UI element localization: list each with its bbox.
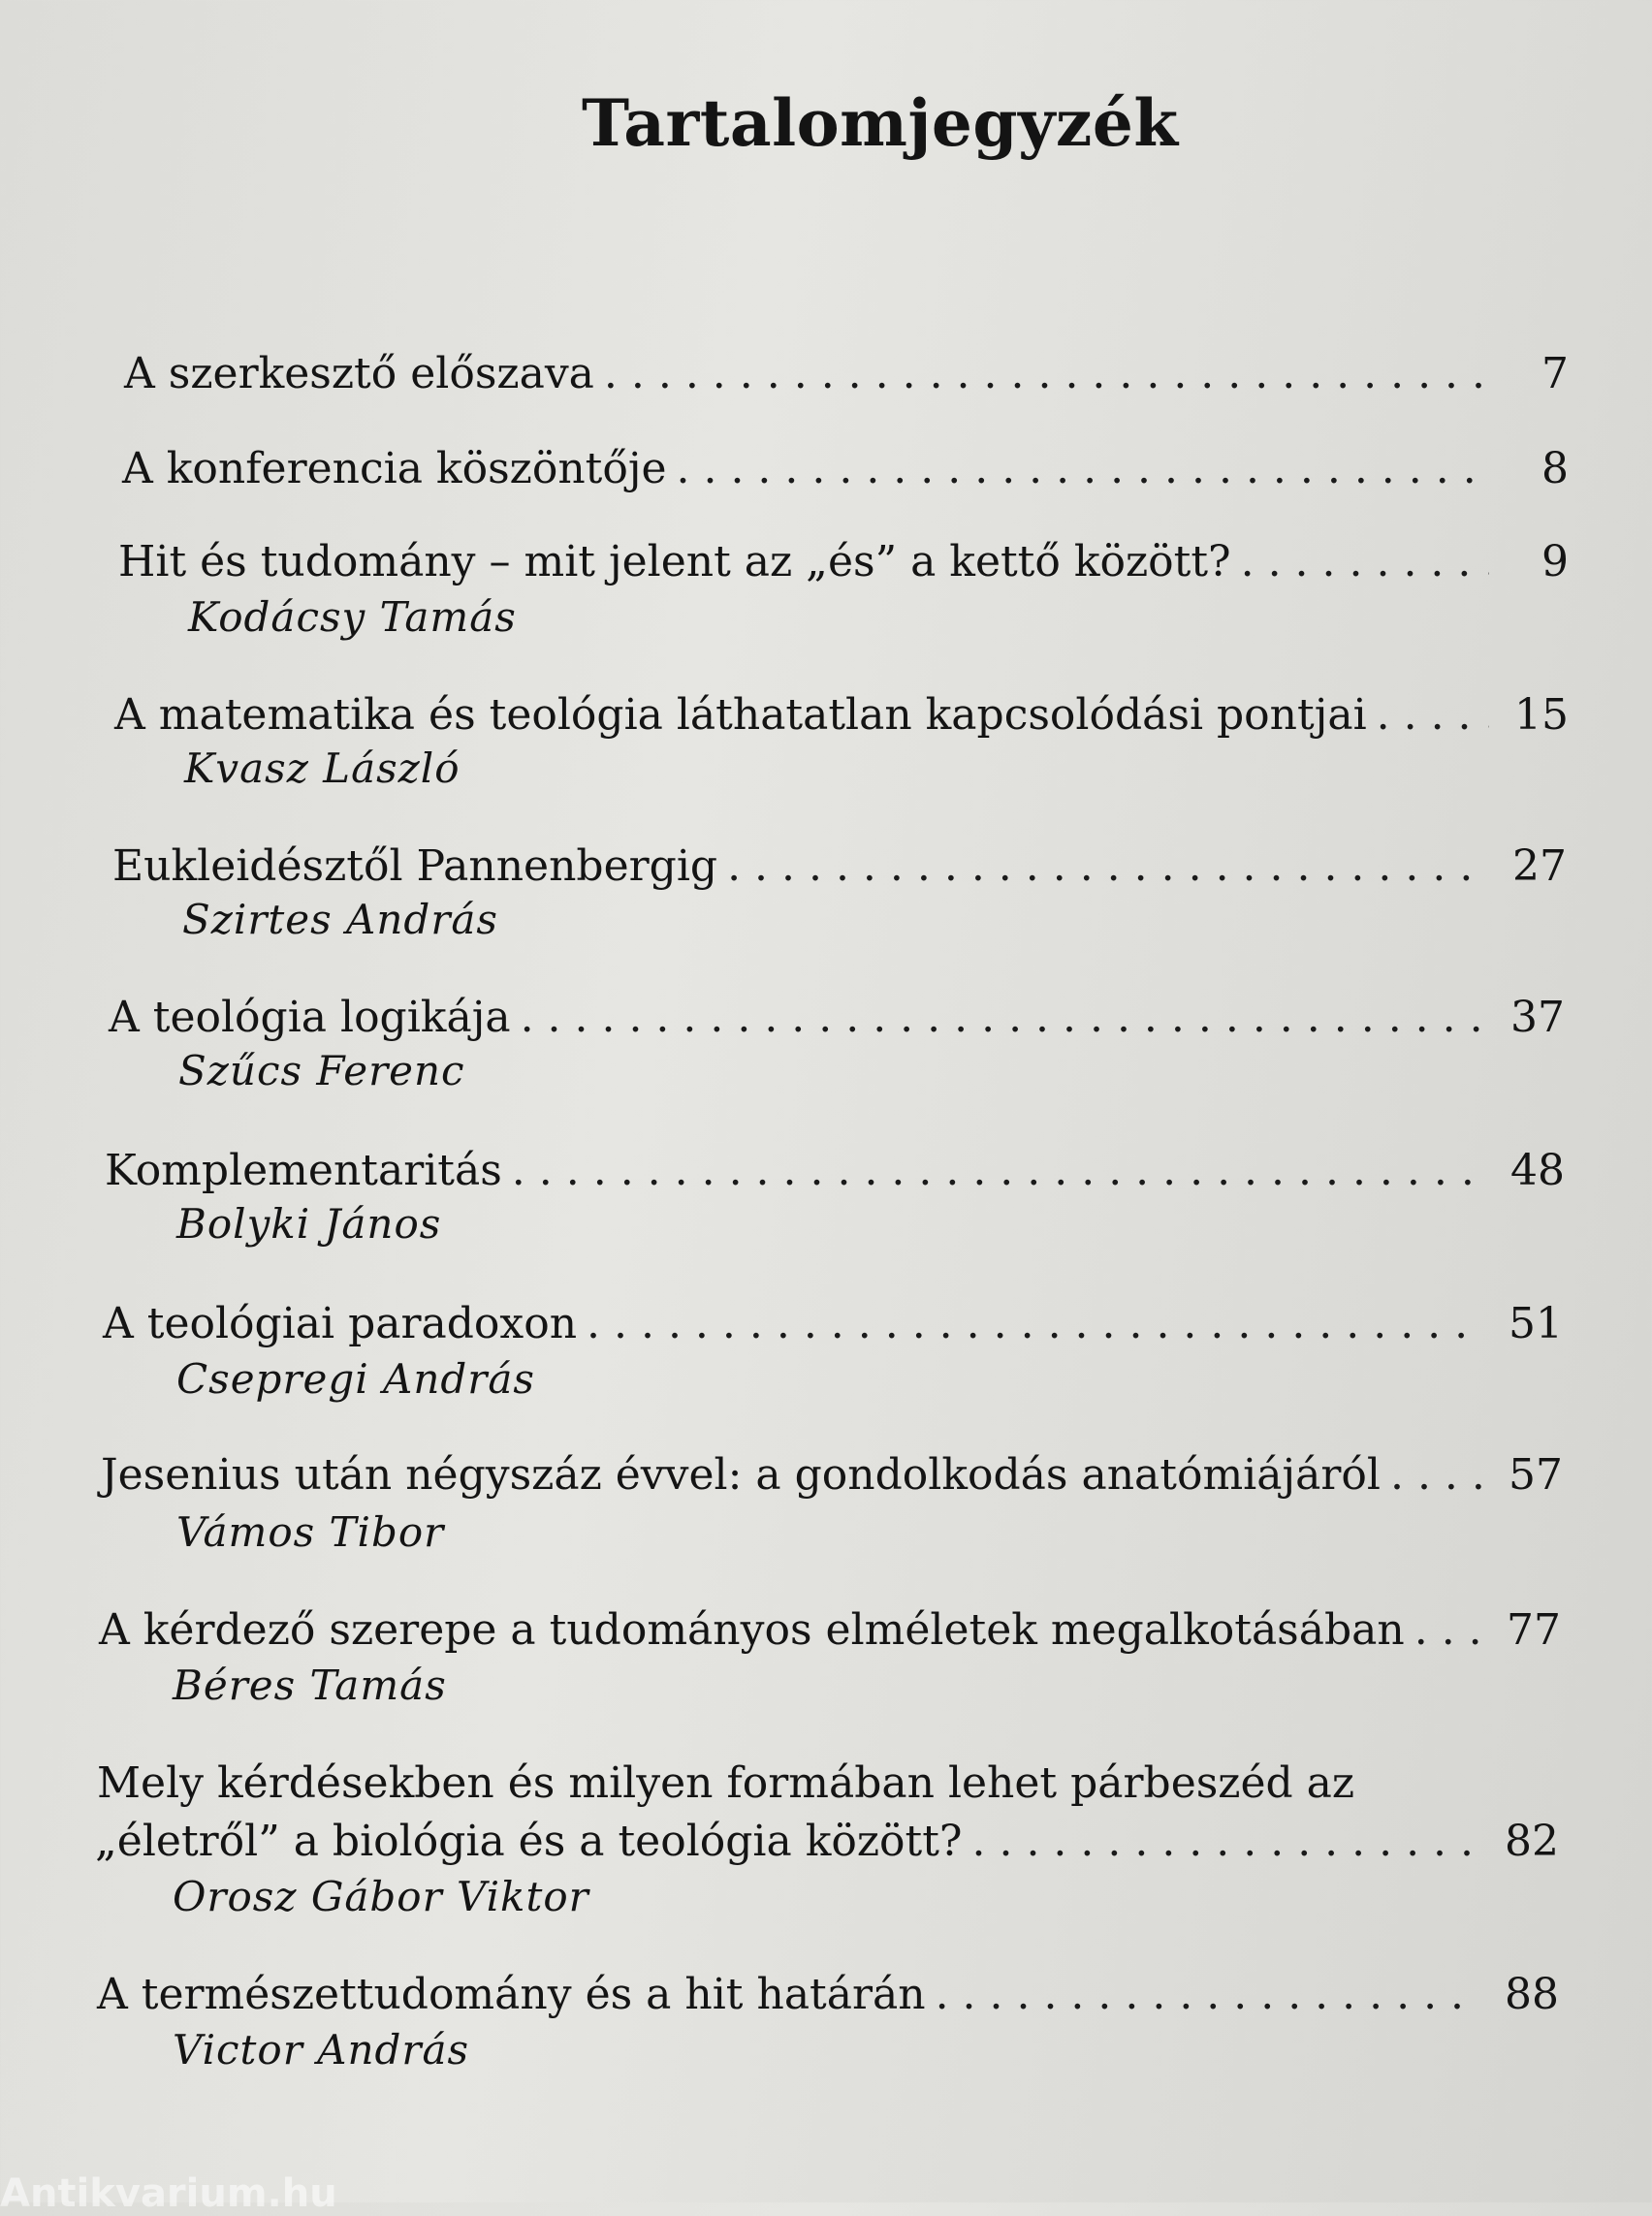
toc-entry-author: Orosz Gábor Viktor: [173, 1873, 589, 1920]
toc-entry-title: A természettudomány és a hit határán: [97, 1970, 926, 2019]
toc-entry[interactable]: [95, 1815, 1559, 1869]
toc-entry-title: Hit és tudomány – mit jelent az „és” a kettő között?: [118, 537, 1231, 586]
toc-entry-page: 8: [1541, 444, 1569, 493]
toc-entry-author: Kvasz László: [184, 744, 461, 792]
toc-entry-title-line1: Mely kérdésekben és milyen formában lehet párbeszéd az: [97, 1758, 1355, 1808]
toc-entry-page: 9: [1541, 537, 1569, 586]
toc-entry-page: 77: [1507, 1605, 1561, 1655]
toc-entry-title: Eukleidésztől Pannenbergig: [112, 841, 718, 891]
toc-entry-title: A matematika és teológia láthatatlan kapcsolódási pontjai: [114, 690, 1367, 740]
toc-entry-page: 7: [1541, 349, 1569, 398]
toc-entry-page: 27: [1512, 841, 1567, 891]
toc-entry-page: 88: [1505, 1970, 1559, 2019]
dot-leader: [1390, 1448, 1483, 1503]
toc-entry[interactable]: [124, 347, 1569, 401]
toc-entry-author: Csepregi András: [176, 1355, 535, 1403]
dot-leader: [587, 1297, 1483, 1351]
toc-entry-page: 57: [1509, 1450, 1563, 1500]
toc-entry-title: A teológiai paradoxon: [103, 1299, 578, 1348]
watermark: Antikvarium.hu: [0, 2171, 337, 2216]
toc-entry-title: A szerkesztő előszava: [124, 349, 594, 398]
page-title: Tartalomjegyzék: [582, 85, 1179, 161]
toc-entry-page: 51: [1509, 1299, 1563, 1348]
toc-entry[interactable]: [105, 1144, 1565, 1198]
dot-leader: [604, 347, 1489, 401]
toc-entry[interactable]: [122, 442, 1569, 496]
dot-leader: [1414, 1603, 1481, 1658]
toc-entry-author: Victor András: [173, 2026, 470, 2074]
toc-entry[interactable]: [109, 991, 1565, 1045]
toc-entry-page: 37: [1510, 993, 1565, 1042]
toc-entry-title: Jesenius után négyszáz évvel: a gondolkodás anatómiájáról: [101, 1450, 1381, 1500]
dot-leader: [1377, 688, 1489, 743]
toc-entry[interactable]: [101, 1448, 1563, 1503]
toc-entry[interactable]: [97, 1968, 1559, 2022]
toc-entry[interactable]: [114, 688, 1569, 743]
dot-leader: [512, 1144, 1485, 1198]
toc-entry-page: 82: [1505, 1817, 1559, 1866]
toc-entry-title-line2: „életről” a biológia és a teológia között?: [95, 1817, 963, 1866]
dot-leader: [521, 991, 1485, 1045]
toc-entry-author: Bolyki János: [176, 1200, 442, 1248]
dot-leader: [936, 1968, 1479, 2022]
toc-entry-author: Szűcs Ferenc: [178, 1047, 465, 1094]
dot-leader: [677, 442, 1489, 496]
toc-entry-title: Komplementaritás: [105, 1146, 502, 1195]
toc-entry-title: A teológia logikája: [109, 993, 511, 1042]
toc-entry[interactable]: [118, 535, 1569, 589]
toc-entry-title: A konferencia köszöntője: [122, 444, 667, 493]
toc-entry-title: A kérdező szerepe a tudományos elméletek megalkotásában: [99, 1605, 1405, 1655]
toc-entry[interactable]: [112, 839, 1567, 894]
toc-entry-author: Szirtes András: [182, 896, 498, 943]
toc-entry-author: Vámos Tibor: [176, 1508, 445, 1556]
dot-leader: [972, 1815, 1479, 1869]
dot-leader: [1241, 535, 1489, 589]
toc-entry[interactable]: [103, 1297, 1563, 1351]
toc-entry[interactable]: [99, 1603, 1561, 1658]
toc-entry-author: Kodácsy Tamás: [188, 593, 517, 641]
toc-entry-author: Béres Tamás: [173, 1662, 447, 1709]
toc-entry-page: 48: [1510, 1146, 1565, 1195]
dot-leader: [727, 839, 1487, 894]
toc-entry-page: 15: [1514, 690, 1569, 740]
